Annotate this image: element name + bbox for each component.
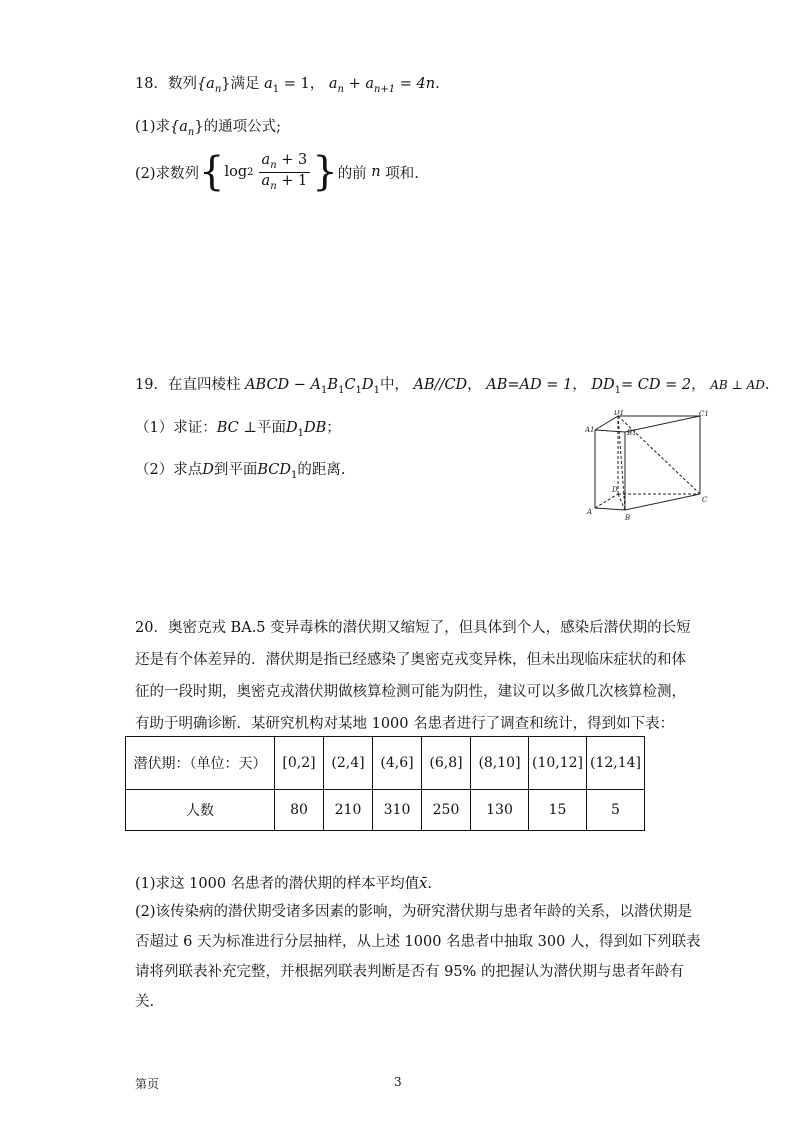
count-cell: 310 — [373, 790, 422, 831]
q20-stem: 20．奥密克戎 BA.5 变异毒株的潜伏期又缩短了，但具体到个人，感染后潜伏期的长短 还是有个体差异的．潜伏期是指已经感染了奥密克戎变异株，但未出现临床症状的和体 征的一段时期，奥密克戎潜伏期做核算检测可能为阴性，建议可以多做几次核算检测， 有助于明确诊断．某研究机构对某地 1000 名患者进行了调查和统计，得到如下表： — [135, 620, 691, 732]
table-header-cell: 人数 — [126, 790, 275, 831]
edge-d1c — [618, 416, 700, 494]
edge-a1b1 — [595, 430, 625, 432]
interval-cell: (6,8] — [422, 737, 471, 790]
edge-ad — [595, 494, 618, 508]
label-d: D — [612, 486, 618, 494]
left-brace: { — [199, 149, 225, 195]
q18-stem: 18．数列$\{a_n\}$满足 $a_1 = 1$， $a_n + a_{n+1} = 4n$. — [135, 76, 440, 95]
edge-a1d1 — [595, 416, 618, 430]
q19-stem: 19．在直四棱柱 ABCD − $A_1B_1C_1D_1$中， AB//CD， AB=AD = 1， $DD_1=$ CD = 2， AB ⊥ AD. — [135, 377, 770, 396]
table-header-cell: 潜伏期：（单位：天） — [126, 737, 275, 790]
count-cell: 250 — [422, 790, 471, 831]
edge-ab — [595, 508, 625, 510]
interval-cell: (4,6] — [373, 737, 422, 790]
q20-part2: (2)该传染病的潜伏期受诸多因素的影响，为研究潜伏期与患者年龄的关系，以潜伏期是 否超过 6 天为标准进行分层抽样，从上述 1000 名患者中抽取 300 人，得到如下列联表 请将列联表补充完整，并根据列联表判断是否有 95% 的把握认为潜伏期与患者年龄有 关. — [135, 904, 701, 1010]
count-cell: 210 — [324, 790, 373, 831]
label-c1: C1 — [699, 410, 709, 418]
q18-fraction: $\frac{a_n + 3}{a_n + 1}$ — [259, 153, 311, 192]
q20-part1: (1)求这 1000 名患者的潜伏期的样本平均值x̄. — [135, 876, 432, 892]
edge-bc — [625, 494, 700, 510]
label-b: B — [625, 514, 631, 522]
prism-figure — [585, 410, 715, 522]
interval-cell: (12,14] — [587, 737, 645, 790]
q19-part2: （2）求点D到平面$BCD_1$的距离. — [135, 462, 346, 481]
interval-cell: (10,12] — [529, 737, 587, 790]
incubation-table — [125, 736, 645, 831]
footer-label: 第页 — [135, 1077, 160, 1091]
page-number: 3 — [394, 1075, 402, 1089]
label-c: C — [702, 496, 708, 504]
count-cell: 130 — [471, 790, 529, 831]
count-cell: 5 — [587, 790, 645, 831]
label-d1: D1 — [614, 410, 625, 417]
q18-part2: (2)求数列 { log 2 $\frac{a_n + 3}{a_n + 1}$ } 的前 n 项和. — [135, 149, 419, 195]
right-brace: } — [312, 149, 338, 195]
label-b1: B1 — [627, 429, 637, 437]
table-row-counts — [126, 790, 645, 831]
q19-part1: （1）求证：BC ⊥平面$D_1DB$； — [135, 420, 341, 439]
interval-cell: [0,2] — [275, 737, 324, 790]
label-a: A — [587, 508, 593, 516]
count-cell: 15 — [529, 790, 587, 831]
count-cell: 80 — [275, 790, 324, 831]
q18-part1: (1)求$\{a_n\}$的通项公式; — [135, 119, 281, 138]
table-row-intervals — [126, 737, 645, 790]
interval-cell: (8,10] — [471, 737, 529, 790]
interval-cell: (2,4] — [324, 737, 373, 790]
label-a1: A1 — [585, 426, 595, 434]
